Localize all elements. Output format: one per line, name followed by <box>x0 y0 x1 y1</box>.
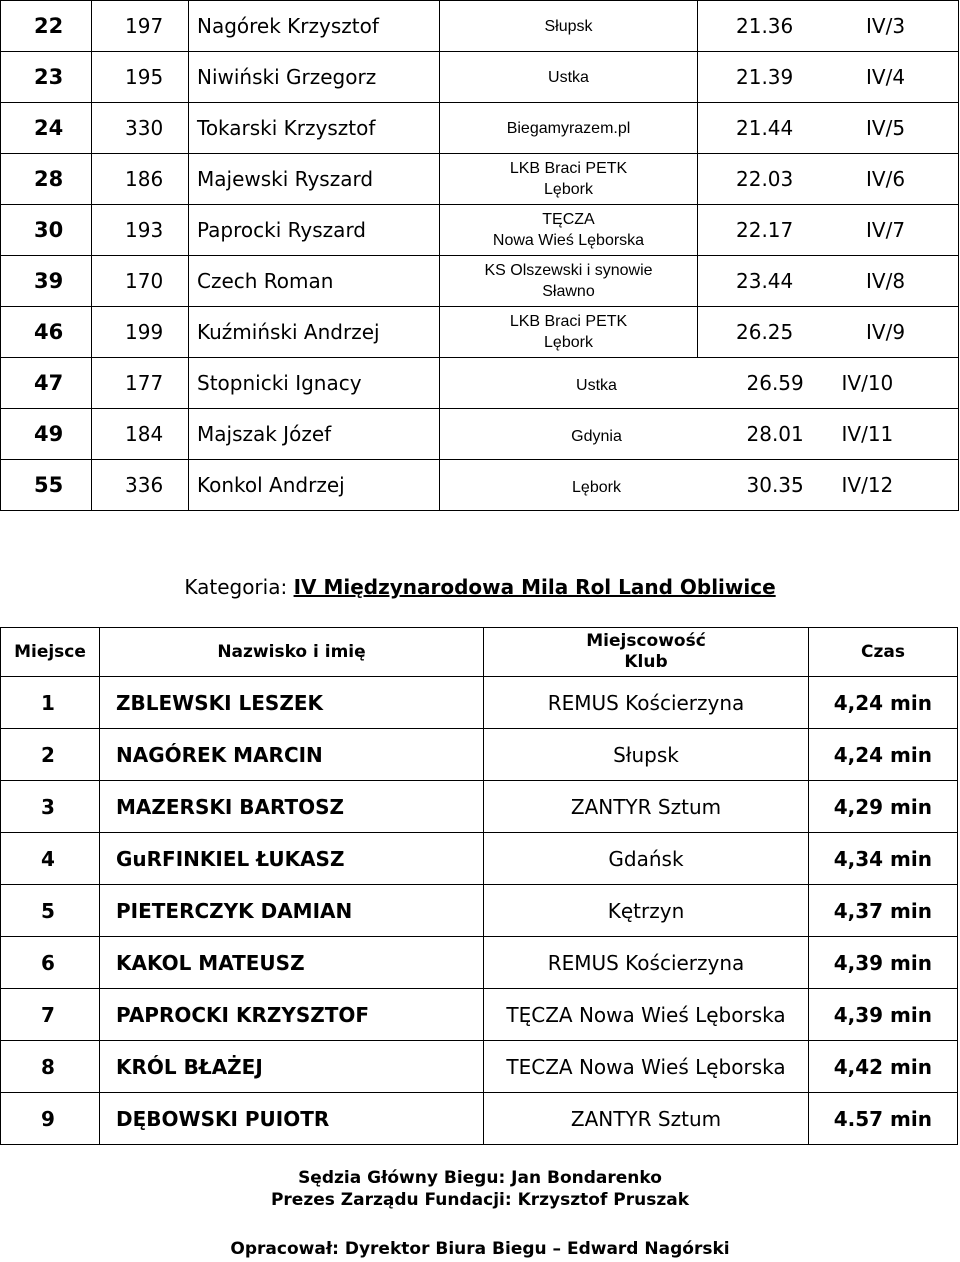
time-text: 22.03 <box>736 167 794 191</box>
time-category-cell <box>698 154 959 205</box>
bib-number-cell: 170 <box>92 256 189 307</box>
table-row <box>1 154 959 205</box>
time-text: 21.36 <box>736 14 794 38</box>
header-name: Nazwisko i imię <box>100 628 484 677</box>
time-cell: 4.57 min <box>809 1093 958 1145</box>
time-text: 21.44 <box>736 116 794 140</box>
bib-number-cell: 330 <box>92 103 189 154</box>
name-cell: Majewski Ryszard <box>189 154 440 205</box>
name-cell: ZBLEWSKI LESZEK <box>100 677 484 729</box>
time-cell: 4,24 min <box>809 729 958 781</box>
place-cell: 28 <box>1 154 92 205</box>
time-text: 26.59 <box>746 371 804 395</box>
president-line: Prezes Zarządu Fundacji: Krzysztof Pruszak <box>270 1190 690 1210</box>
club-line: LKB Braci PETK <box>509 160 628 177</box>
table-row <box>1 460 959 511</box>
bib-number-cell: 186 <box>92 154 189 205</box>
name-cell: KAKOL MATEUSZ <box>100 937 484 989</box>
category-text: IV/12 <box>841 473 894 497</box>
name-cell: Niwiński Grzegorz <box>189 52 440 103</box>
club-cell <box>440 256 698 307</box>
bib-number-cell: 177 <box>92 358 189 409</box>
time-cell: 4,39 min <box>809 937 958 989</box>
name-cell: NAGÓREK MARCIN <box>100 729 484 781</box>
club-line: Nowa Wieś Lęborska <box>492 232 645 249</box>
table-row <box>1 103 959 154</box>
name-cell: Konkol Andrzej <box>189 460 440 511</box>
place-cell: 46 <box>1 307 92 358</box>
category-text: IV/8 <box>866 269 906 293</box>
time-cell: 4,39 min <box>809 989 958 1041</box>
club-text: Lębork <box>572 479 621 496</box>
club-cell: REMUS Kościerzyna <box>484 677 809 729</box>
time-text: 21.39 <box>736 65 794 89</box>
table-row <box>1 256 959 307</box>
category-text: IV/4 <box>866 65 906 89</box>
name-cell: Czech Roman <box>189 256 440 307</box>
time-category-cell <box>698 1 959 52</box>
header-place: Miejsce <box>1 628 100 677</box>
bib-number-cell: 199 <box>92 307 189 358</box>
time-text: 23.44 <box>736 269 794 293</box>
table-row <box>1 885 958 937</box>
place-cell: 49 <box>1 409 92 460</box>
prepared-by-line: Opracował: Dyrektor Biura Biegu – Edward Nagórski <box>230 1239 730 1259</box>
name-cell: GuRFINKIEL ŁUKASZ <box>100 833 484 885</box>
header-club-line2: Klub <box>624 652 668 672</box>
judge-line: Sędzia Główny Biegu: Jan Bondarenko <box>298 1168 662 1188</box>
club-cell: Gdańsk <box>484 833 809 885</box>
club-text: Ustka <box>576 377 617 394</box>
time-text: 30.35 <box>746 473 804 497</box>
place-cell: 5 <box>1 885 100 937</box>
category-name: IV Międzynarodowa Mila Rol Land Obliwice <box>293 575 776 599</box>
club-cell: REMUS Kościerzyna <box>484 937 809 989</box>
name-cell: Tokarski Krzysztof <box>189 103 440 154</box>
category-text: IV/7 <box>866 218 906 242</box>
place-cell: 8 <box>1 1041 100 1093</box>
name-cell: PAPROCKI KRZYSZTOF <box>100 989 484 1041</box>
header-club-line1: Miejscowość <box>586 631 706 651</box>
club-line: Biegamyrazem.pl <box>506 119 631 137</box>
bib-number-cell: 197 <box>92 1 189 52</box>
bib-number-cell: 336 <box>92 460 189 511</box>
table-row <box>1 358 959 409</box>
table-row <box>1 307 959 358</box>
club-time-category-cell <box>440 358 959 409</box>
name-cell: Paprocki Ryszard <box>189 205 440 256</box>
place-cell: 7 <box>1 989 100 1041</box>
club-cell: Kętrzyn <box>484 885 809 937</box>
table-header-row <box>1 628 958 677</box>
bib-number-cell: 195 <box>92 52 189 103</box>
place-cell: 2 <box>1 729 100 781</box>
category-text: IV/5 <box>866 116 906 140</box>
name-cell: KRÓL BŁAŻEJ <box>100 1041 484 1093</box>
time-cell: 4,29 min <box>809 781 958 833</box>
time-category-cell <box>698 103 959 154</box>
header-time: Czas <box>809 628 958 677</box>
club-time-category-cell <box>440 409 959 460</box>
name-cell: Majszak Józef <box>189 409 440 460</box>
place-cell: 22 <box>1 1 92 52</box>
place-cell: 1 <box>1 677 100 729</box>
time-category-cell <box>698 256 959 307</box>
time-cell: 4,37 min <box>809 885 958 937</box>
club-line: Ustka <box>548 68 589 86</box>
category-text: IV/10 <box>841 371 894 395</box>
place-cell: 24 <box>1 103 92 154</box>
table-row <box>1 937 958 989</box>
time-text: 22.17 <box>736 218 794 242</box>
bib-number-cell: 193 <box>92 205 189 256</box>
time-cell: 4,24 min <box>809 677 958 729</box>
place-cell: 9 <box>1 1093 100 1145</box>
club-cell: TECZA Nowa Wieś Lęborska <box>484 1041 809 1093</box>
table-row <box>1 781 958 833</box>
club-line: Lębork <box>544 181 593 198</box>
table-row <box>1 205 959 256</box>
header-club <box>484 628 809 677</box>
club-cell <box>440 52 698 103</box>
table-row <box>1 833 958 885</box>
table-row <box>1 677 958 729</box>
club-cell: ZANTYR Sztum <box>484 1093 809 1145</box>
name-cell: MAZERSKI BARTOSZ <box>100 781 484 833</box>
name-cell: DĘBOWSKI PUIOTR <box>100 1093 484 1145</box>
place-cell: 47 <box>1 358 92 409</box>
place-cell: 30 <box>1 205 92 256</box>
club-line: Lębork <box>544 334 593 351</box>
table-row <box>1 409 959 460</box>
club-cell <box>440 1 698 52</box>
club-line: KS Olszewski i synowie <box>484 262 653 279</box>
table-row <box>1 989 958 1041</box>
time-category-cell <box>698 52 959 103</box>
place-cell: 55 <box>1 460 92 511</box>
table-row <box>1 1093 958 1145</box>
category-prefix: Kategoria: <box>184 575 288 599</box>
place-cell: 23 <box>1 52 92 103</box>
club-cell: TĘCZA Nowa Wieś Lęborska <box>484 989 809 1041</box>
name-cell: Kuźmiński Andrzej <box>189 307 440 358</box>
time-category-cell <box>698 307 959 358</box>
club-line: TĘCZA <box>542 211 595 228</box>
place-cell: 3 <box>1 781 100 833</box>
table-row <box>1 1041 958 1093</box>
place-cell: 39 <box>1 256 92 307</box>
name-cell: Nagórek Krzysztof <box>189 1 440 52</box>
club-cell <box>440 154 698 205</box>
club-cell <box>440 103 698 154</box>
time-text: 28.01 <box>746 422 804 446</box>
place-cell: 4 <box>1 833 100 885</box>
table-row <box>1 52 959 103</box>
category-text: IV/9 <box>866 320 906 344</box>
time-cell: 4,34 min <box>809 833 958 885</box>
table-row <box>1 729 958 781</box>
table-row <box>1 1 959 52</box>
time-category-cell <box>698 205 959 256</box>
category-results-table <box>0 627 958 1145</box>
top-results-table <box>0 0 959 511</box>
category-title <box>0 575 960 599</box>
club-line: Słupsk <box>544 17 593 35</box>
time-cell: 4,42 min <box>809 1041 958 1093</box>
club-cell: Słupsk <box>484 729 809 781</box>
club-time-category-cell <box>440 460 959 511</box>
place-cell: 6 <box>1 937 100 989</box>
name-cell: Stopnicki Ignacy <box>189 358 440 409</box>
club-line: Sławno <box>542 283 595 300</box>
club-cell: ZANTYR Sztum <box>484 781 809 833</box>
club-cell <box>440 307 698 358</box>
club-line: LKB Braci PETK <box>509 313 628 330</box>
club-text: Gdynia <box>571 428 622 445</box>
category-text: IV/6 <box>866 167 906 191</box>
club-cell <box>440 205 698 256</box>
category-text: IV/3 <box>866 14 906 38</box>
bib-number-cell: 184 <box>92 409 189 460</box>
name-cell: PIETERCZYK DAMIAN <box>100 885 484 937</box>
time-text: 26.25 <box>736 320 794 344</box>
category-text: IV/11 <box>841 422 894 446</box>
